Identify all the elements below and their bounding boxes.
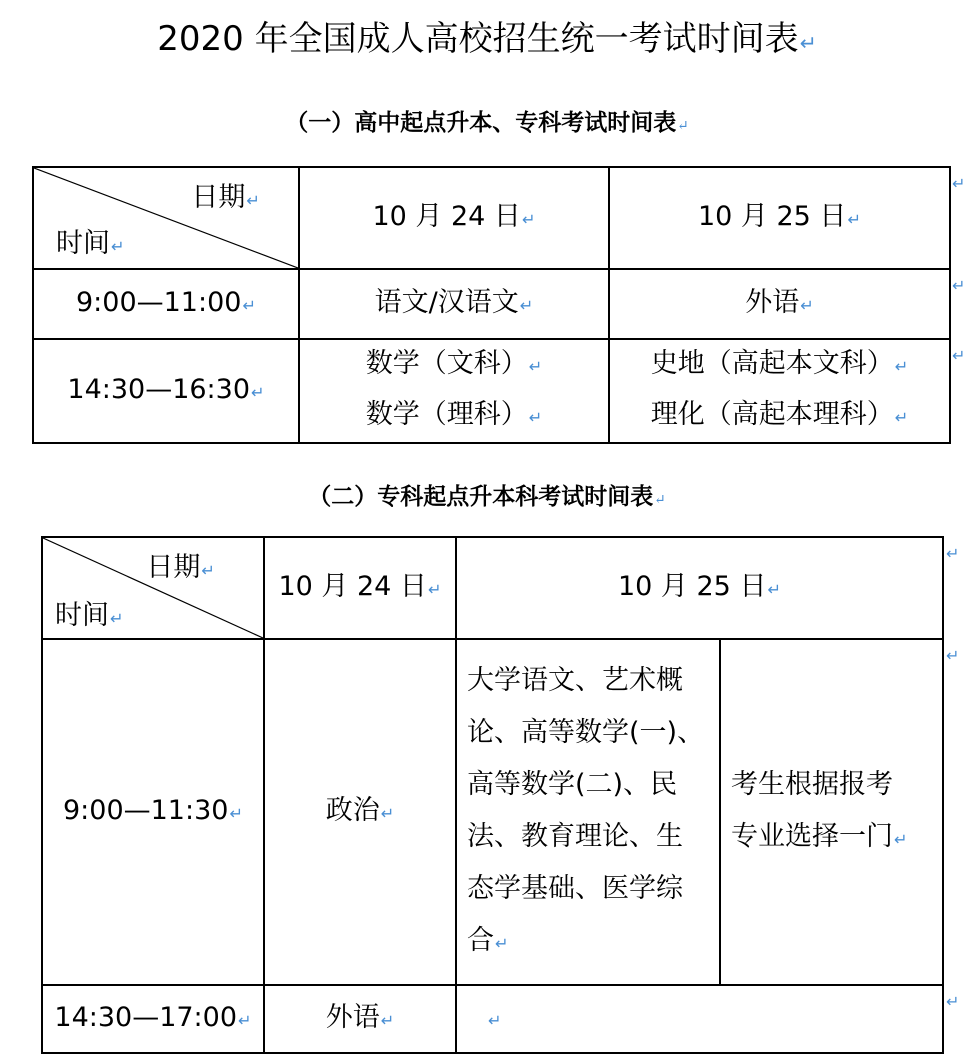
row-end-mark-icon: ↵ xyxy=(952,346,966,365)
subject-cell xyxy=(299,339,609,443)
paragraph-mark-icon: ↵ xyxy=(799,31,817,55)
section2-heading: （二）专科起点升本科考试时间表↵ xyxy=(308,483,666,510)
header-diagonal-cell xyxy=(33,167,299,269)
row-end-mark-icon: ↵ xyxy=(952,276,966,295)
time-cell: 14:30—17:00↵ xyxy=(42,985,264,1053)
paragraph-mark-icon: ↵ xyxy=(677,118,689,134)
subject-line: 合↵ xyxy=(467,924,509,956)
document-title: 2020 年全国成人高校招生统一考试时间表↵ xyxy=(157,19,817,59)
subject-line: 大学语文、艺术概 xyxy=(467,664,683,696)
subject-line: 态学基础、医学综 xyxy=(467,872,683,904)
date-header-label: 日期↵ xyxy=(146,552,215,583)
time-header-label: 时间↵ xyxy=(55,600,124,631)
note-cell xyxy=(720,639,943,985)
subject-cell: 政治↵ xyxy=(264,639,456,985)
day2-header: 10 月 25 日↵ xyxy=(609,167,950,269)
subject-line: 法、教育理论、生 xyxy=(467,820,683,852)
empty-cell: ↵ xyxy=(456,985,943,1053)
day2-header: 10 月 25 日↵ xyxy=(456,537,943,639)
subject-list-cell xyxy=(456,639,720,985)
row-end-mark-icon: ↵ xyxy=(946,992,960,1011)
time-header-label: 时间↵ xyxy=(56,228,125,259)
paragraph-mark-icon: ↵ xyxy=(654,492,666,508)
note-line: 考生根据报考 xyxy=(731,768,893,800)
row-end-mark-icon: ↵ xyxy=(952,174,966,193)
row-end-mark-icon: ↵ xyxy=(946,646,960,665)
subject-cell: 语文/汉语文↵ xyxy=(299,269,609,339)
subject-line: 史地（高起本文科）↵ xyxy=(650,348,909,379)
subject-line: 论、高等数学(一)、 xyxy=(467,716,705,748)
subject-line: 数学（文科）↵ xyxy=(365,348,543,379)
header-diagonal-cell xyxy=(42,537,264,639)
subject-line: 高等数学(二)、民 xyxy=(467,768,678,800)
subject-cell: 外语↵ xyxy=(609,269,950,339)
section1-heading: （一）高中起点升本、专科考试时间表↵ xyxy=(285,109,689,136)
day1-header: 10 月 24 日↵ xyxy=(264,537,456,639)
subject-line: 数学（理科）↵ xyxy=(365,399,543,430)
time-cell: 9:00—11:00↵ xyxy=(33,269,299,339)
subject-cell: 外语↵ xyxy=(264,985,456,1053)
subject-line: 理化（高起本理科）↵ xyxy=(650,399,909,430)
date-header-label: 日期↵ xyxy=(191,182,260,213)
time-cell: 14:30—16:30↵ xyxy=(33,339,299,443)
subject-cell xyxy=(609,339,950,443)
section1-table xyxy=(32,166,951,444)
time-cell: 9:00—11:30↵ xyxy=(42,639,264,985)
row-end-mark-icon: ↵ xyxy=(946,544,960,563)
day1-header: 10 月 24 日↵ xyxy=(299,167,609,269)
section2-table xyxy=(41,536,944,1054)
note-line: 专业选择一门↵ xyxy=(731,820,908,852)
